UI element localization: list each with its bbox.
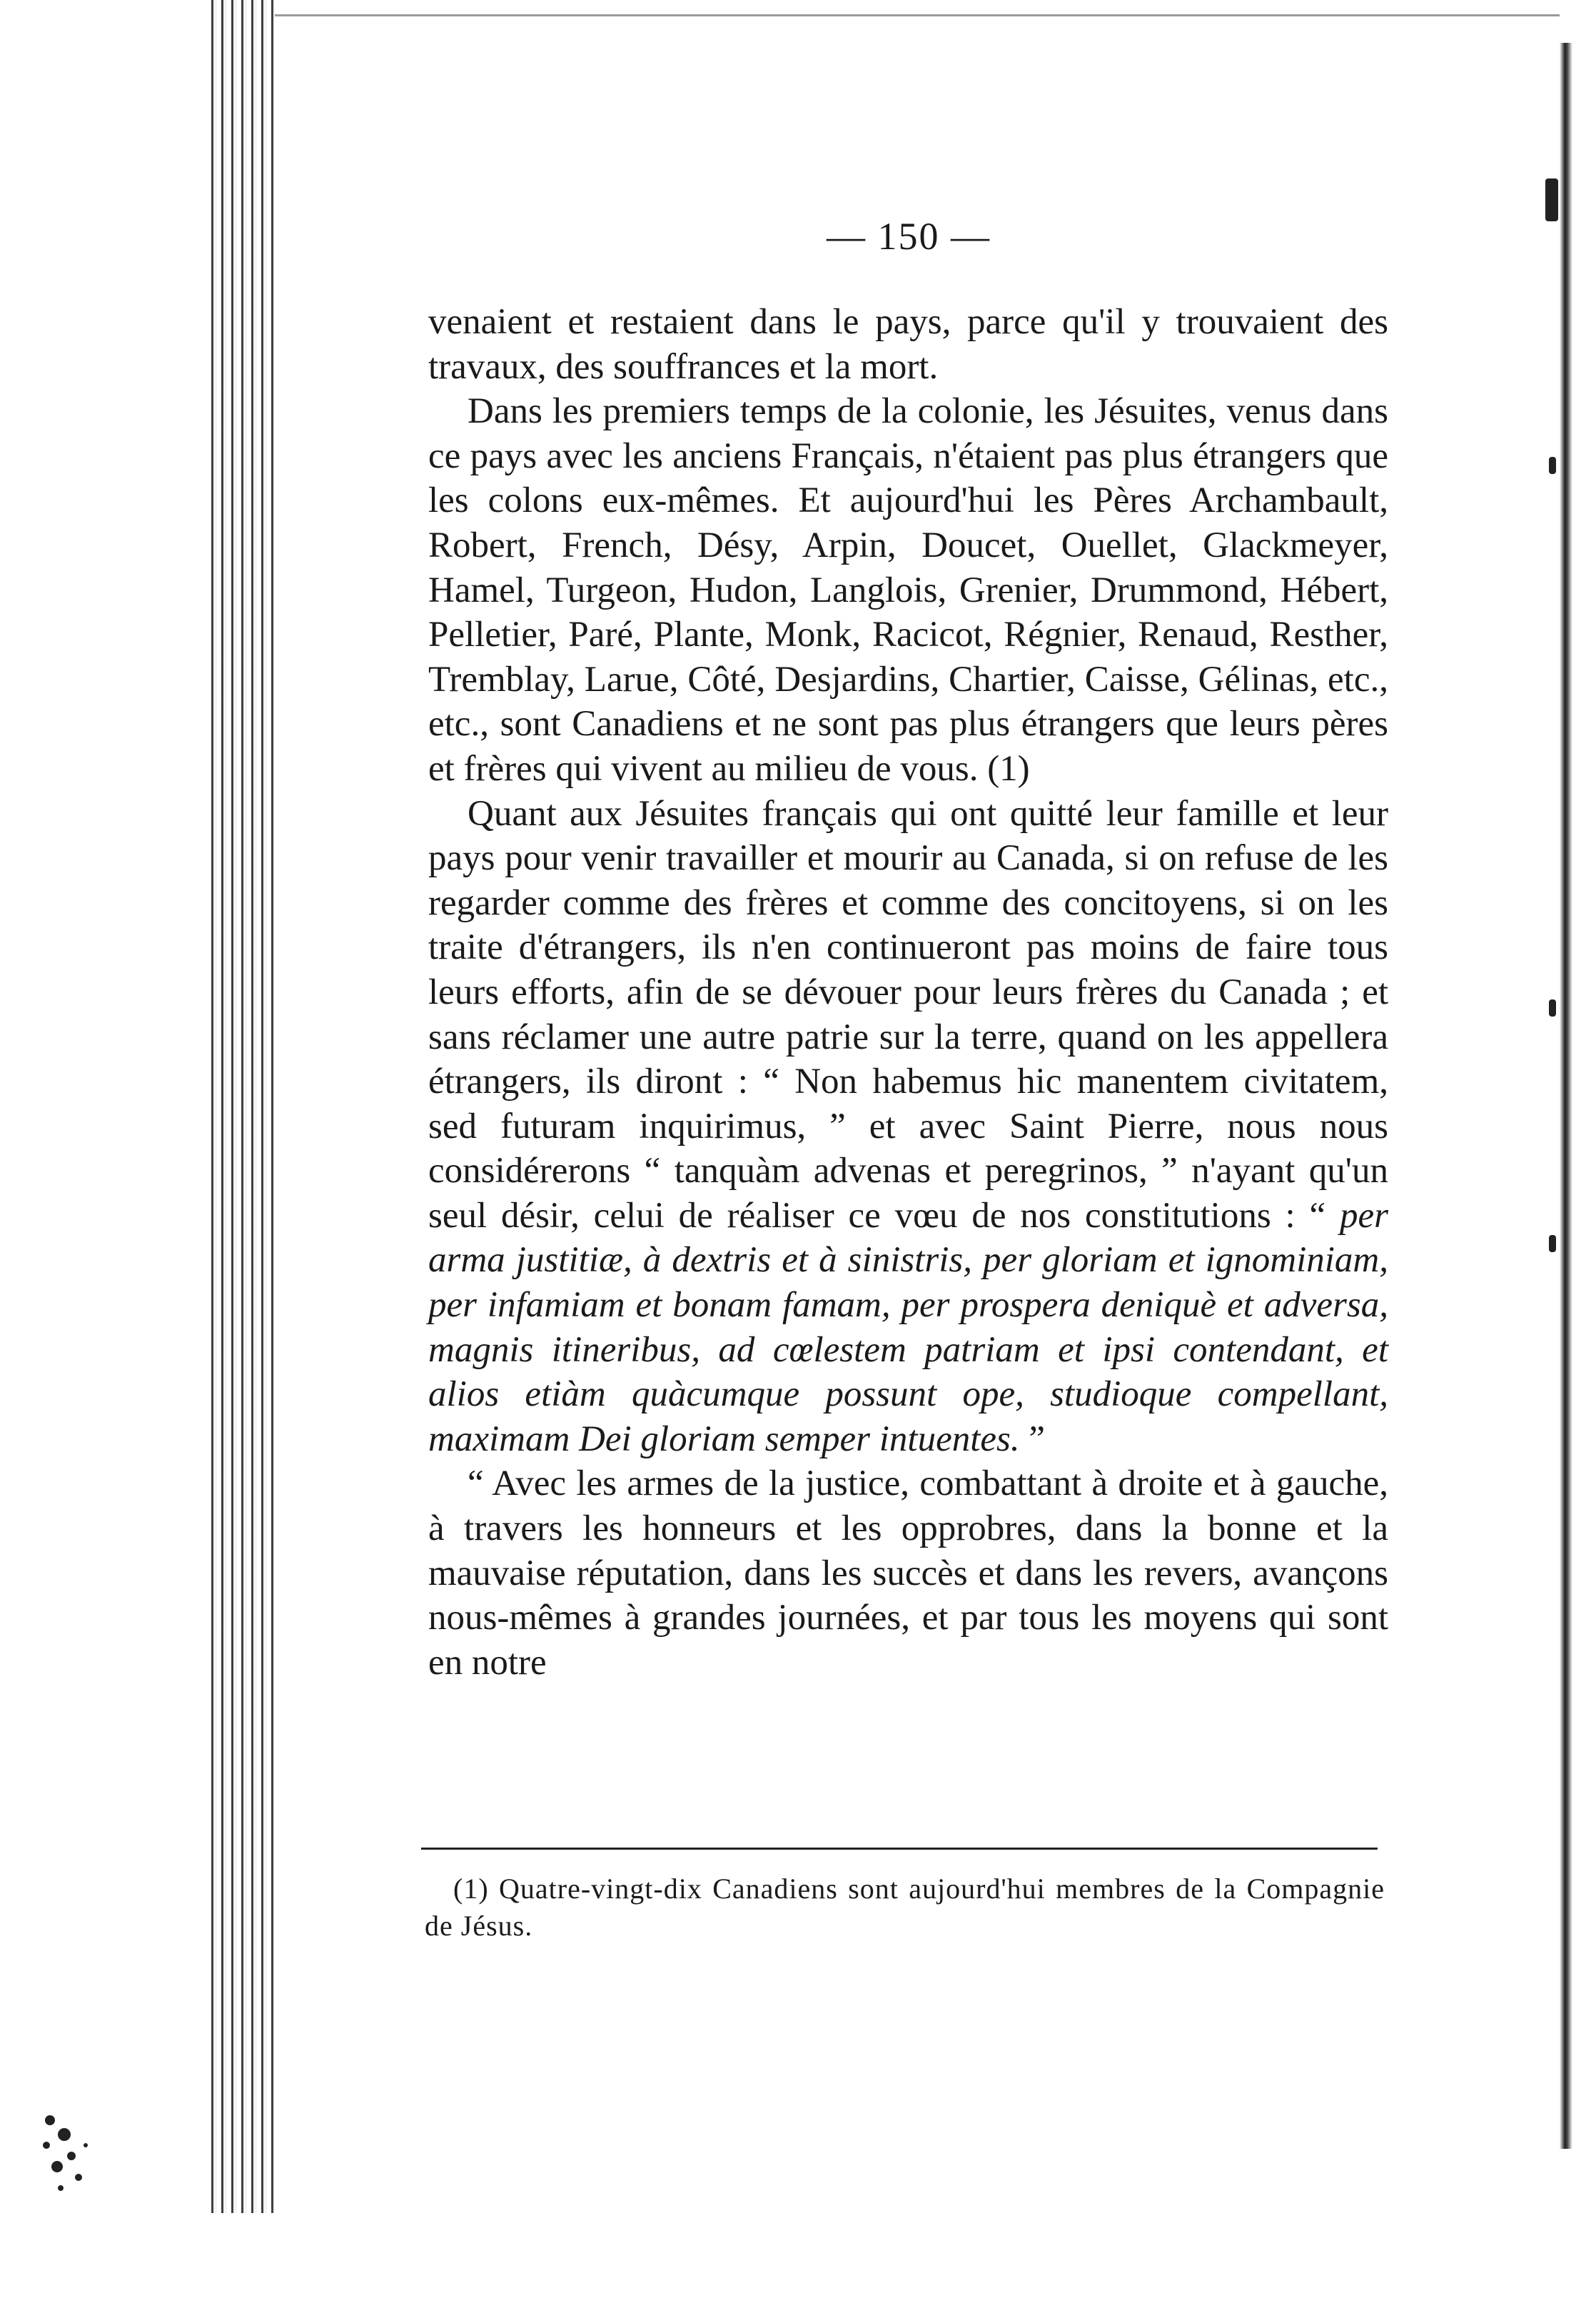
ink-specks [29,2106,114,2206]
closing-quote: ” [1019,1418,1046,1459]
page-right-edge [1560,43,1572,2149]
footnote [425,1870,1385,1945]
footnote-divider [421,1848,1378,1850]
gutter-mark [1549,999,1556,1017]
paragraph: “ Avec les armes de la justice, combattant à droite et à gauche, à travers les honneurs et les opprobres, dans la bonne et la mauvaise réputation, dans les succès et dans les revers, avançons nous-mêmes à grandes journées, et par tous les moyens qui sont en notre [428,1463,1388,1683]
body-text [428,300,1388,1685]
latin-quotation: per arma justitiæ, à dextris et à sinistris, per gloriam et ignominiam, per infamiam et bonam famam, per prospera deniquè et adversa, magnis itineribus, ad cœlestem patriam et ipsi contendant, et alios etiàm quàcumque possunt ope, studioque compellant, maximam Dei gloriam semper intuentes. [428,1195,1388,1459]
paragraph [428,792,1388,1462]
page-top-edge [275,14,1560,52]
book-page-edges [207,0,275,2213]
footnote-text: (1) Quatre-vingt-dix Canadiens sont aujourd'hui membres de la Compagnie de Jésus. [425,1873,1385,1942]
gutter-mark [1549,457,1556,474]
page-number: — 150 — [827,215,991,258]
paragraph: Dans les premiers temps de la colonie, les Jésuites, venus dans ce pays avec les anciens Français, n'étaient pas plus étrangers que les colons eux-mêmes. Et aujourd'hui les Pères Archambault, Robert, French, Désy, Arpin, Doucet, Ouellet, Glackmeyer, Hamel, Turgeon, Hudon, Langlois, Grenier, Drummond, Hébert, Pelletier, Paré, Plante, Monk, Racicot, Régnier, Renaud, Resther, Tremblay, Larue, Côté, Desjardins, Chartier, Caisse, Gélinas, etc., etc., sont Canadiens et ne sont pas plus étrangers que leurs pères et frères qui vivent au milieu de vous. (1) [428,391,1388,789]
paragraph: venaient et restaient dans le pays, parce qu'il y trouvaient des travaux, des souffrances et la mort. [428,302,1388,387]
paragraph-text: Quant aux Jésuites français qui ont quitté leur famille et leur pays pour venir travailler et mourir au Canada, si on refuse de les regarder comme des frères et comme des concitoyens, si on les traite d'étrangers, ils n'en continueront pas moins de faire tous leurs efforts, afin de se dévouer pour leurs frères du Canada ; et sans réclamer une autre patrie sur la terre, quand on les appellera étrangers, ils diront : “ Non habemus hic manentem civitatem, sed futuram inquirimus, ” et avec Saint Pierre, nous nous considérerons “ tanquàm advenas et peregrinos, ” n'ayant qu'un seul désir, celui de réaliser ce vœu de nos constitutions : “ [428,793,1388,1236]
gutter-mark [1549,1235,1556,1252]
